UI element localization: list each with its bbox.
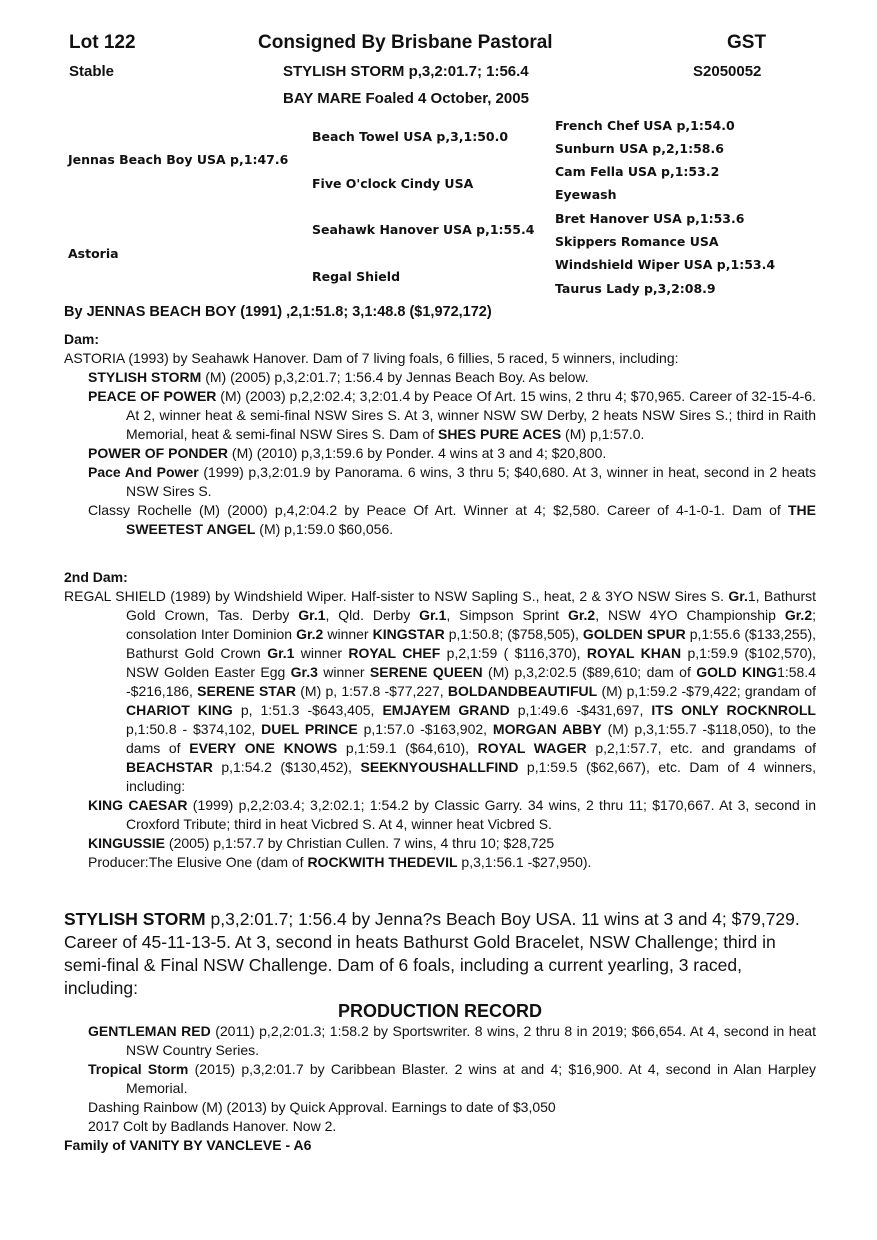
text-segment: p,1:54.2 ($130,452), — [212, 759, 361, 775]
horse-name: SHES PURE ACES — [437, 426, 562, 442]
production-title: PRODUCTION RECORD — [337, 1001, 542, 1021]
entry-text: 2017 Colt by Badlands Hanover. Now 2. — [88, 1118, 337, 1134]
bold-segment: Gr.2 — [567, 607, 596, 623]
text-segment: p,2,1:59 ( $116,370), — [440, 645, 587, 661]
bold-segment: SERENE QUEEN — [369, 664, 483, 680]
pedigree-gen3: Windshield Wiper USA p,1:53.4 — [555, 257, 776, 272]
text-segment: ; consolation Inter Dominion — [126, 607, 816, 642]
second-dam-entry — [64, 834, 816, 853]
second-dam-paragraph — [64, 587, 816, 796]
horse-name: POWER OF PONDER — [88, 445, 229, 461]
horse-name: ROCKWITH THEDEVIL — [307, 854, 458, 870]
second-dam-entries — [64, 796, 816, 872]
bold-segment: BOLDANDBEAUTIFUL — [447, 683, 598, 699]
bold-segment: EVERY ONE KNOWS — [189, 740, 338, 756]
text-segment: p,1:50.8; ($758,505), — [444, 626, 583, 642]
entry-text: p,3,1:56.1 -$27,950). — [457, 854, 592, 870]
bold-segment: CHARIOT KING — [126, 702, 233, 718]
text-segment: p,1:59.5 ($62,667), etc. Dam of 4 winners, including: — [126, 759, 816, 794]
dam-entry — [64, 368, 816, 387]
text-segment: (M) p,3,1:55.7 -$118,050), to the dams of — [126, 721, 816, 756]
text-segment: p,1:49.6 -$431,697, — [509, 702, 652, 718]
sire-line: By JENNAS BEACH BOY (1991) ,2,1:51.8; 3,1:48.8 ($1,972,172) — [64, 304, 492, 320]
production-entry — [64, 1117, 816, 1136]
bold-segment: Gr. — [728, 588, 748, 604]
pedigree-gen3: French Chef USA p,1:54.0 — [555, 118, 735, 133]
production-entries — [64, 1022, 816, 1136]
consignor: Consigned By Brisbane Pastoral — [258, 32, 553, 53]
bold-segment: ROYAL CHEF — [348, 645, 441, 661]
entry-text: (2011) p,2,2:01.3; 1:58.2 by Sportswriter. 8 wins, 2 thru 8 in 2019; $66,654. At 4, second in heat NSW Country Series. — [126, 1023, 816, 1058]
entry-text: Producer:The Elusive One (dam of — [88, 854, 308, 870]
bold-segment: Gr.3 — [290, 664, 318, 680]
bold-segment: EMJAYEM GRAND — [382, 702, 510, 718]
production-entry — [64, 1098, 816, 1117]
horse-code: S2050052 — [693, 63, 762, 80]
production-entry — [64, 1060, 816, 1098]
bold-segment: BEACHSTAR — [126, 759, 213, 775]
entry-text: (M) (2005) p,3,2:01.7; 1:56.4 by Jennas Beach Boy. As below. — [201, 369, 589, 385]
bold-segment: GOLD KING — [696, 664, 778, 680]
text-segment: winner — [323, 626, 373, 642]
bold-segment: DUEL PRINCE — [261, 721, 358, 737]
pedigree-gen3: Taurus Lady p,3,2:08.9 — [555, 281, 716, 296]
tax-label: GST — [727, 32, 767, 53]
family-line: Family of VANITY BY VANCLEVE - A6 — [64, 1137, 312, 1153]
bold-segment: GOLDEN SPUR — [582, 626, 686, 642]
bold-segment: ROYAL KHAN — [586, 645, 682, 661]
text-segment: p,1:59.9 ($102,570), NSW Golden Easter Egg — [126, 645, 816, 680]
text-segment: p,1:57.0 -$163,902, — [357, 721, 493, 737]
dam-entry — [64, 463, 816, 501]
entry-text: (1999) p,2,2:03.4; 3,2:02.1; 1:54.2 by Classic Garry. 34 wins, 2 thru 11; $170,667. At 3, second in Croxford Tribute; third in heat Vicbred S. At 4, winner heat Vicbred S. — [126, 797, 816, 832]
text-segment: p,1:50.8 - $374,102, — [126, 721, 262, 737]
bold-segment: Gr.1 — [419, 607, 447, 623]
pedigree-dam-dam: Regal Shield — [312, 269, 401, 284]
bold-segment: Gr.1 — [298, 607, 326, 623]
pedigree-sire-dam: Five O'clock Cindy USA — [312, 176, 474, 191]
horse-name: Tropical Storm — [88, 1061, 189, 1077]
horse-name: KINGUSSIE — [88, 835, 166, 851]
dam-intro: ASTORIA (1993) by Seahawk Hanover. Dam of 7 living foals, 6 fillies, 5 raced, 5 winners, including: — [64, 350, 679, 366]
bold-segment: Gr.1 — [267, 645, 295, 661]
summary-name: STYLISH STORM — [64, 909, 206, 929]
pedigree-gen3: Skippers Romance USA — [555, 234, 719, 249]
text-segment: p, 1:51.3 -$643,405, — [232, 702, 383, 718]
entry-text: (2015) p,3,2:01.7 by Caribbean Blaster. 2 wins at and 4; $16,900. At 4, second in Alan Harpley Memorial. — [126, 1061, 816, 1096]
pedigree-gen3: Bret Hanover USA p,1:53.6 — [555, 211, 745, 226]
pedigree-gen3: Eyewash — [555, 187, 617, 202]
summary-section — [64, 908, 816, 1155]
pedigree-sire: Jennas Beach Boy USA p,1:47.6 — [68, 152, 289, 167]
second-dam-entry — [64, 853, 816, 872]
entry-text: (M) p,1:59.0 $60,056. — [255, 521, 394, 537]
pedigree-sire-sire: Beach Towel USA p,3,1:50.0 — [312, 129, 509, 144]
horse-name: PEACE OF POWER — [88, 388, 217, 404]
dam-entry — [64, 501, 816, 539]
text-segment: p,1:59.1 ($64,610), — [337, 740, 478, 756]
dam-entries — [64, 368, 816, 539]
dam-title: Dam: — [64, 331, 100, 347]
text-segment: REGAL SHIELD (1989) by Windshield Wiper. Half-sister to NSW Sapling S., heat, 2 & 3YO NSW Sires S. — [64, 588, 729, 604]
second-dam-title: 2nd Dam: — [64, 569, 128, 585]
text-segment: winner — [317, 664, 370, 680]
lot-number: Lot 122 — [69, 32, 136, 53]
text-segment: p,2,1:57.7, etc. and grandams of — [586, 740, 816, 756]
location: Stable — [69, 63, 115, 80]
text-segment: (M) p,1:59.2 -$79,422; grandam of — [597, 683, 816, 699]
text-segment: , Simpson Sprint — [446, 607, 568, 623]
pedigree-dam-sire: Seahawk Hanover USA p,1:55.4 — [312, 222, 535, 237]
horse-name: THE SWEETEST ANGEL — [126, 502, 816, 537]
horse-name: Pace And Power — [88, 464, 199, 480]
pedigree-gen3: Cam Fella USA p,1:53.2 — [555, 164, 720, 179]
text-segment: , Qld. Derby — [325, 607, 420, 623]
second-dam-entry — [64, 796, 816, 834]
text-segment: (M) p,3,2:02.5 ($89,610; dam of — [482, 664, 697, 680]
text-segment: 1:58.4 -$216,186, — [126, 664, 816, 699]
entry-text: (M) p,1:57.0. — [561, 426, 645, 442]
production-entry — [64, 1022, 816, 1060]
horse-name: KING CAESAR — [88, 797, 188, 813]
text-segment: p,1:55.6 ($133,255), Bathurst Gold Crown — [126, 626, 816, 661]
summary-text: p,3,2:01.7; 1:56.4 by Jenna?s Beach Boy USA. 11 wins at 3 and 4; $79,729. Career of 45-11-13-5. At 3, second in heats Bathurst Gold Bracelet, NSW Challenge; third in semi-final & Final NSW Challenge. Dam of 6 foals, including a current yearling, 3 raced, including: — [64, 909, 800, 998]
pedigree-dam: Astoria — [68, 246, 119, 261]
bold-segment: Gr.2 — [296, 626, 324, 642]
bold-segment: MORGAN ABBY — [492, 721, 602, 737]
horse-name: GENTLEMAN RED — [88, 1023, 211, 1039]
bold-segment: ROYAL WAGER — [477, 740, 587, 756]
entry-text: (2005) p,1:57.7 by Christian Cullen. 7 wins, 4 thru 10; $28,725 — [165, 835, 555, 851]
entry-text: (M) (2003) p,2,2:02.4; 3,2:01.4 by Peace Of Art. 15 wins, 2 thru 4; $70,965. Career of 32-15-4-6. At 2, winner heat & semi-final NSW Sires S. At 3, winner NSW SW Derby, 2 heats NSW Sires S.; third in Raith Memorial, heat & semi-final NSW Sires S. Dam of — [126, 388, 816, 442]
entry-text: (1999) p,3,2:01.9 by Panorama. 6 wins, 3 thru 5; $40,680. At 3, winner in heat, second in 2 heats NSW Sires S. — [126, 464, 817, 499]
summary-paragraph — [64, 908, 816, 1000]
second-dam-section — [64, 568, 816, 872]
text-segment: 1, Bathurst Gold Crown, Tas. Derby — [126, 588, 817, 623]
dam-entry — [64, 387, 816, 444]
entry-text: Classy Rochelle (M) (2000) p,4,2:04.2 by Peace Of Art. Winner at 4; $2,580. Career of 4-1-0-1. Dam of — [88, 502, 788, 518]
horse-title: STYLISH STORM p,3,2:01.7; 1:56.4 — [283, 63, 529, 80]
horse-description: BAY MARE Foaled 4 October, 2005 — [283, 90, 529, 107]
text-segment: (M) p, 1:57.8 -$77,227, — [296, 683, 448, 699]
dam-entry — [64, 444, 816, 463]
horse-name: STYLISH STORM — [88, 369, 202, 385]
bold-segment: SERENE STAR — [197, 683, 297, 699]
text-segment: , NSW 4YO Championship — [595, 607, 785, 623]
bold-segment: Gr.2 — [784, 607, 813, 623]
text-segment: winner — [294, 645, 349, 661]
dam-section — [64, 330, 816, 539]
entry-text: Dashing Rainbow (M) (2013) by Quick Approval. Earnings to date of $3,050 — [88, 1099, 556, 1115]
bold-segment: ITS ONLY ROCKNROLL — [651, 702, 816, 718]
pedigree-gen3: Sunburn USA p,2,1:58.6 — [555, 141, 724, 156]
entry-text: (M) (2010) p,3,1:59.6 by Ponder. 4 wins at 3 and 4; $20,800. — [228, 445, 607, 461]
bold-segment: KINGSTAR — [372, 626, 445, 642]
bold-segment: SEEKNYOUSHALLFIND — [360, 759, 519, 775]
